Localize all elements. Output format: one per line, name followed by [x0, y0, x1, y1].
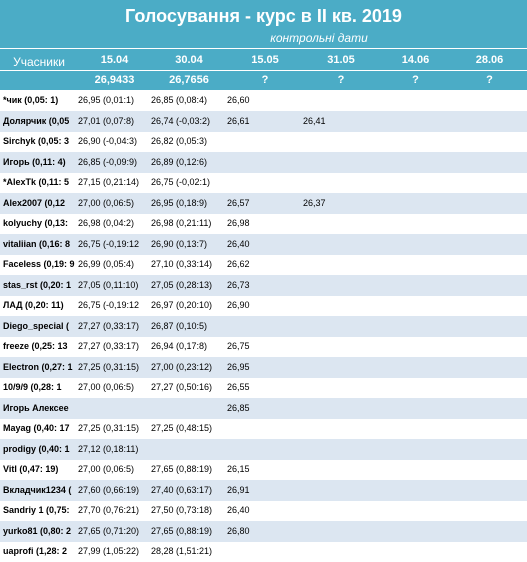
participant-name: Alex2007 (0,12 [3, 197, 66, 208]
participants-label: Учасники [13, 55, 65, 69]
date-header-1: 15.04 [100, 54, 129, 66]
value-15-04: 27,60 (0,66:19) [78, 484, 140, 495]
participant-name: *AlexTk (0,11: 5 [3, 177, 70, 187]
value-15-04: 26,99 (0,05:4) [78, 259, 135, 269]
table-row [0, 111, 527, 132]
table-row [0, 275, 527, 296]
value-15-04: 27,25 (0,31:15) [78, 423, 140, 433]
participant-name: Sirchyk (0,05: 3 [3, 136, 70, 146]
participant-name: Vitl (0,47: 19) [3, 464, 59, 474]
value-15-05: 26,40 [227, 238, 250, 249]
value-30-04: 27,27 (0,50:16) [151, 382, 213, 392]
value-15-05: 26,95 [227, 361, 250, 372]
value-15-05: 26,91 [227, 484, 250, 495]
participant-name: vitaliian (0,16: 8 [3, 238, 71, 249]
value-15-04: 27,05 (0,11:10) [78, 279, 139, 290]
table-row [0, 90, 527, 111]
value-15-05: 26,73 [227, 279, 250, 290]
value-15-04: 26,75 (-0,19:12 [78, 300, 140, 310]
value-30-04: 26,95 (0,18:9) [151, 197, 208, 208]
value-15-05 [227, 316, 287, 337]
value-15-05: 26,61 [227, 115, 250, 126]
table-row [0, 439, 527, 460]
value-31-05 [303, 500, 363, 521]
value-15-05: 26,57 [227, 197, 250, 208]
value-31-05 [303, 152, 363, 173]
value-15-04: 27,12 (0,18:11) [78, 443, 139, 454]
participant-name: Diego_special ( [3, 320, 70, 331]
participant-name: ЛАД (0,20: 11) [3, 300, 64, 310]
participant-name: prodigy (0,40: 1 [3, 443, 70, 454]
value-15-05 [227, 541, 287, 562]
sheet-title: Голосування - курс в II кв. 2019 [125, 6, 402, 26]
table-row [0, 500, 527, 521]
value-15-04: 26,98 (0,04:2) [78, 218, 135, 228]
participant-name: Mayag (0,40: 17 [3, 423, 70, 433]
participant-name: yurko81 (0,80: 2 [3, 525, 72, 536]
value-15-05: 26,90 [227, 300, 250, 310]
participant-name: Faceless (0,19: 9 [3, 259, 75, 269]
value-30-04: 26,74 (-0,03:2) [151, 115, 211, 126]
value-30-04: 26,98 (0,21:11) [151, 218, 212, 228]
value-30-04: 26,89 (0,12:6) [151, 156, 208, 167]
value-31-05 [303, 172, 363, 193]
date-header-6: 28.06 [475, 54, 504, 66]
table-row [0, 295, 527, 316]
table-row [0, 152, 527, 173]
value-15-05: 26,85 [227, 402, 250, 413]
value-30-04: 26,87 (0,10:5) [151, 320, 208, 331]
table-row [0, 213, 527, 234]
table-row [0, 234, 527, 255]
value-15-04: 27,65 (0,71:20) [78, 525, 140, 536]
value-15-04 [78, 398, 151, 419]
value-15-05 [227, 131, 287, 152]
value-15-05 [227, 152, 287, 173]
value-15-05: 26,75 [227, 341, 250, 351]
participant-name: stas_rst (0,20: 1 [3, 279, 72, 290]
participant-name: 10/9/9 (0,28: 1 [3, 382, 62, 392]
value-30-04: 27,10 (0,33:14) [151, 259, 213, 269]
value-15-04: 26,85 (-0,09:9) [78, 156, 138, 167]
table-row [0, 541, 527, 562]
value-30-04: 26,90 (0,13:7) [151, 238, 208, 249]
participant-name: Вкладчик1234 ( [3, 484, 72, 495]
value-15-05: 26,62 [227, 259, 250, 269]
table-row [0, 377, 527, 398]
value-30-04: 26,82 (0,05:3) [151, 136, 208, 146]
value-31-05 [303, 418, 363, 439]
rate-header-2: 26,7656 [169, 74, 209, 86]
table-row [0, 316, 527, 337]
value-15-04: 26,90 (-0,04:3) [78, 136, 138, 146]
value-15-05: 26,55 [227, 382, 250, 392]
participant-name: uaprofi (1,28: 2 [3, 546, 68, 556]
value-30-04: 27,25 (0,48:15) [151, 423, 213, 433]
participant-name: freeze (0,25: 13 [3, 341, 68, 351]
value-31-05 [303, 459, 363, 480]
header-divider [0, 48, 527, 49]
value-15-05 [227, 439, 287, 460]
value-15-04: 26,95 (0,01:1) [78, 95, 135, 105]
participant-name: Electron (0,27: 1 [3, 361, 73, 372]
value-30-04: 27,00 (0,23:12) [151, 361, 213, 372]
value-30-04: 27,40 (0,63:17) [151, 484, 213, 495]
date-header-5: 14.06 [401, 54, 430, 66]
value-15-04: 27,00 (0,06:5) [78, 464, 135, 474]
date-header-2: 30.04 [175, 54, 203, 66]
value-30-04: 27,50 (0,73:18) [151, 505, 213, 515]
value-31-05 [303, 357, 363, 378]
table-row [0, 418, 527, 439]
value-15-04: 27,27 (0,33:17) [78, 320, 140, 331]
value-15-04: 27,27 (0,33:17) [78, 341, 140, 351]
rate-header-3: ? [261, 74, 269, 86]
table-row [0, 172, 527, 193]
value-31-05 [303, 295, 363, 316]
table-row [0, 398, 527, 419]
value-30-04: 27,65 (0,88:19) [151, 525, 213, 536]
value-15-05: 26,80 [227, 525, 250, 536]
participant-name: Игорь Алексее [3, 402, 69, 413]
value-15-04: 27,01 (0,07:8) [78, 115, 135, 126]
table-row [0, 480, 527, 501]
value-15-04: 26,75 (-0,19:12 [78, 238, 140, 249]
value-15-04: 27,00 (0,06:5) [78, 382, 135, 392]
date-header-4: 31.05 [327, 54, 355, 66]
value-15-04: 27,70 (0,76:21) [78, 505, 140, 515]
value-30-04: 26,75 (-0,02:1) [151, 177, 211, 187]
value-31-05 [303, 398, 363, 419]
value-31-05 [303, 480, 363, 501]
table-row [0, 254, 527, 275]
rate-header-5: ? [412, 74, 419, 86]
rate-header-1: 26,9433 [94, 74, 135, 86]
table-row [0, 459, 527, 480]
value-15-04: 27,99 (1,05:22) [78, 546, 140, 556]
value-30-04: 26,97 (0,20:10) [151, 300, 213, 310]
rate-header-6: ? [486, 74, 493, 86]
value-31-05 [303, 90, 363, 111]
table-row [0, 193, 527, 214]
table-row [0, 521, 527, 542]
value-31-05 [303, 275, 363, 296]
control-dates-label: контрольні дати [270, 31, 368, 45]
value-31-05 [303, 316, 363, 337]
value-31-05: 26,37 [303, 197, 326, 208]
value-31-05 [303, 254, 363, 275]
value-15-04: 27,00 (0,06:5) [78, 197, 135, 208]
table-row [0, 357, 527, 378]
value-31-05 [303, 377, 363, 398]
value-31-05: 26,41 [303, 115, 326, 126]
value-15-05 [227, 172, 287, 193]
value-31-05 [303, 336, 363, 357]
value-30-04: 27,05 (0,28:13) [151, 279, 213, 290]
value-15-05: 26,60 [227, 95, 250, 105]
value-31-05 [303, 234, 363, 255]
value-15-05: 26,40 [227, 505, 250, 515]
value-15-05: 26,15 [227, 464, 250, 474]
value-30-04: 26,85 (0,08:4) [151, 95, 208, 105]
value-31-05 [303, 541, 363, 562]
value-30-04: 27,65 (0,88:19) [151, 464, 213, 474]
rate-header-4: ? [337, 74, 345, 86]
value-30-04: 26,94 (0,17:8) [151, 341, 208, 351]
value-31-05 [303, 439, 363, 460]
participant-name: Sandriy 1 (0,75: [3, 505, 70, 515]
value-31-05 [303, 131, 363, 152]
table-row [0, 336, 527, 357]
participant-name: *чик (0,05: 1) [3, 95, 59, 105]
value-30-04: 28,28 (1,51:21) [151, 546, 213, 556]
table-header [0, 0, 527, 90]
date-header-3: 15.05 [251, 54, 279, 66]
table-row [0, 131, 527, 152]
value-15-04: 27,15 (0,21:14) [78, 177, 140, 187]
participant-name: Долярчик (0,05 [3, 115, 70, 126]
value-30-04 [151, 398, 227, 419]
value-15-05 [227, 418, 287, 439]
value-31-05 [303, 213, 363, 234]
value-15-04: 27,25 (0,31:15) [78, 361, 140, 372]
value-15-05: 26,98 [227, 218, 250, 228]
value-31-05 [303, 521, 363, 542]
value-30-04 [151, 439, 227, 460]
participant-name: kolyuchy (0,13: [3, 218, 69, 228]
participant-name: Игорь (0,11: 4) [3, 156, 66, 167]
